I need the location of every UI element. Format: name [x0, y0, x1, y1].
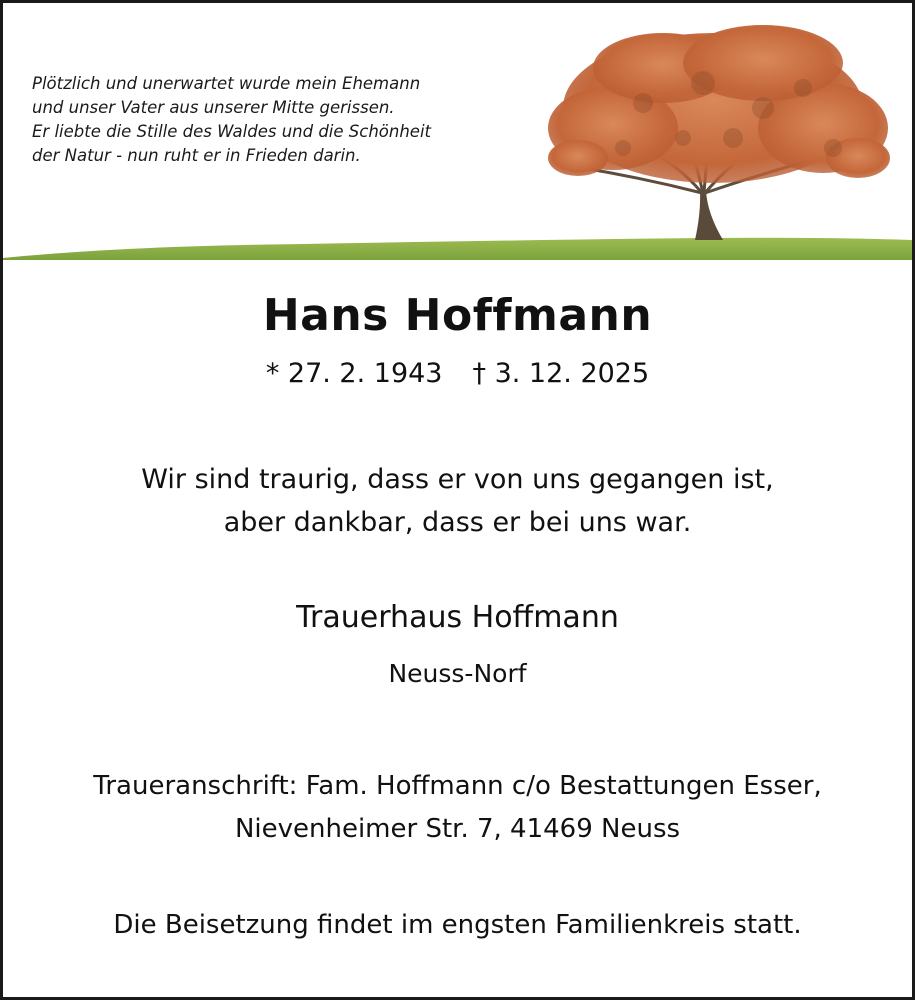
mourning-place: Neuss-Norf [388, 659, 527, 688]
address-line: Traueranschrift: Fam. Hoffmann c/o Bestattungen Esser, [93, 771, 822, 801]
quote-line: aber dankbar, dass er bei uns war. [223, 507, 692, 538]
poem-line: Er liebte die Stille des Waldes und die Schönheit [32, 122, 432, 141]
burial-note: Die Beisetzung findet im engsten Familienkreis statt. [113, 910, 802, 940]
poem-line: Plötzlich und unerwartet wurde mein Ehemann [32, 74, 421, 93]
address-line: Nievenheimer Str. 7, 41469 Neuss [234, 814, 681, 844]
condolence-address [3, 765, 912, 851]
intro-poem [32, 72, 431, 168]
mourning-house: Trauerhaus Hoffmann [296, 600, 619, 635]
birth-date: * 27. 2. 1943 [265, 358, 443, 389]
poem-line: und unser Vater aus unserer Mitte gerissen. [32, 98, 395, 117]
poem-line: der Natur - nun ruht er in Frieden darin. [32, 146, 361, 165]
life-dates [3, 358, 912, 389]
quote-line: Wir sind traurig, dass er von uns gegangen ist, [141, 464, 774, 495]
memorial-quote [3, 458, 912, 544]
death-date: † 3. 12. 2025 [472, 358, 650, 389]
deceased-name: Hans Hoffmann [262, 290, 653, 341]
